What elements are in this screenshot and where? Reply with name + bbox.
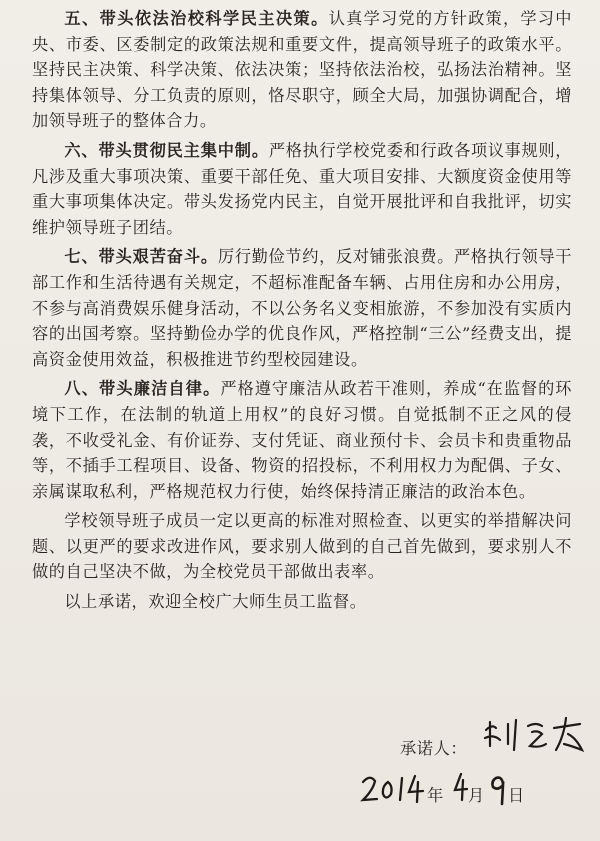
handwritten-month	[452, 770, 468, 804]
paragraph-text: 严格遵守廉洁从政若干准则，养成“在监督的环境下工作，在法制的轨道上用权”的良好习惯。自觉抵制不正之风的侵袭，不收受礼金、有价证券、支付凭证、商业预付卡、会员卡和贵重物品等，不插手工程项目、设备、物资的招投标，不利用权力为配偶、子女、亲属谋取私利，严格规范权力行使，始终保持清正廉洁的政治本色。	[32, 379, 573, 501]
paragraph-heading: 五、带头依法治校科学民主决策。	[64, 9, 329, 28]
paragraph-text: 厉行勤俭节约，反对铺张浪费。严格执行领导干部工作和生活待遇有关规定，不超标准配备车辆、占用住房和办公用房，不参与高消费娱乐健身活动，不以公务名义变相旅游，不参加没有实质内容的出国考察。坚持勤俭办学的优良作风，严格控制“三公”经费支出，提高资金使用效益，积极推进节约型校园建设。	[32, 247, 572, 369]
paragraph-6	[32, 138, 572, 240]
paragraph-heading: 八、带头廉洁自律。	[64, 379, 221, 399]
paragraph-commitment	[32, 508, 572, 585]
handwritten-day	[488, 772, 508, 808]
handwritten-signature	[482, 716, 592, 758]
month-unit: 月	[468, 786, 485, 805]
paragraph-text: 学校领导班子成员一定以更高的标准对照检查、以更实的举措解决问题、以更严的要求改进作风，要求别人做到的自己首先做到，要求别人不做的自己坚决不做，为全校党员干部做出表率。	[32, 511, 572, 582]
paragraph-8	[32, 376, 572, 504]
handwritten-year	[360, 772, 426, 806]
paragraph-7	[32, 244, 572, 372]
day-unit: 日	[508, 786, 525, 805]
signature-date	[360, 768, 560, 818]
paragraph-text: 认真学习党的方针政策，学习中央、市委、区委制定的政策法规和重要文件，提高领导班子的政策水平。坚持民主决策、科学决策、依法决策；坚持依法治校，弘扬法治精神。坚持集体领导、分工负责的原则，恪尽职守，顾全大局，加强协调配合，增加领导班子的整体合力。	[32, 9, 573, 131]
paragraph-heading: 七、带头艰苦奋斗。	[64, 247, 218, 267]
paragraph-closing	[32, 589, 572, 615]
paragraph-5	[32, 6, 572, 134]
signature-label: 承诺人：	[400, 739, 468, 758]
document-body	[32, 6, 572, 619]
paragraph-text: 严格执行学校党委和行政各项议事规则，凡涉及重大事项决策、重要干部任免、重大项目安排、大额度资金使用等重大事项集体决定。带头发扬党内民主，自觉开展批评和自我批评，切实维护领导班子团结。	[32, 140, 572, 237]
paragraph-heading: 六、带头贯彻民主集中制。	[64, 140, 269, 160]
paragraph-text: 以上承诺，欢迎全校广大师生员工监督。	[64, 592, 367, 612]
year-unit: 年	[427, 786, 444, 805]
